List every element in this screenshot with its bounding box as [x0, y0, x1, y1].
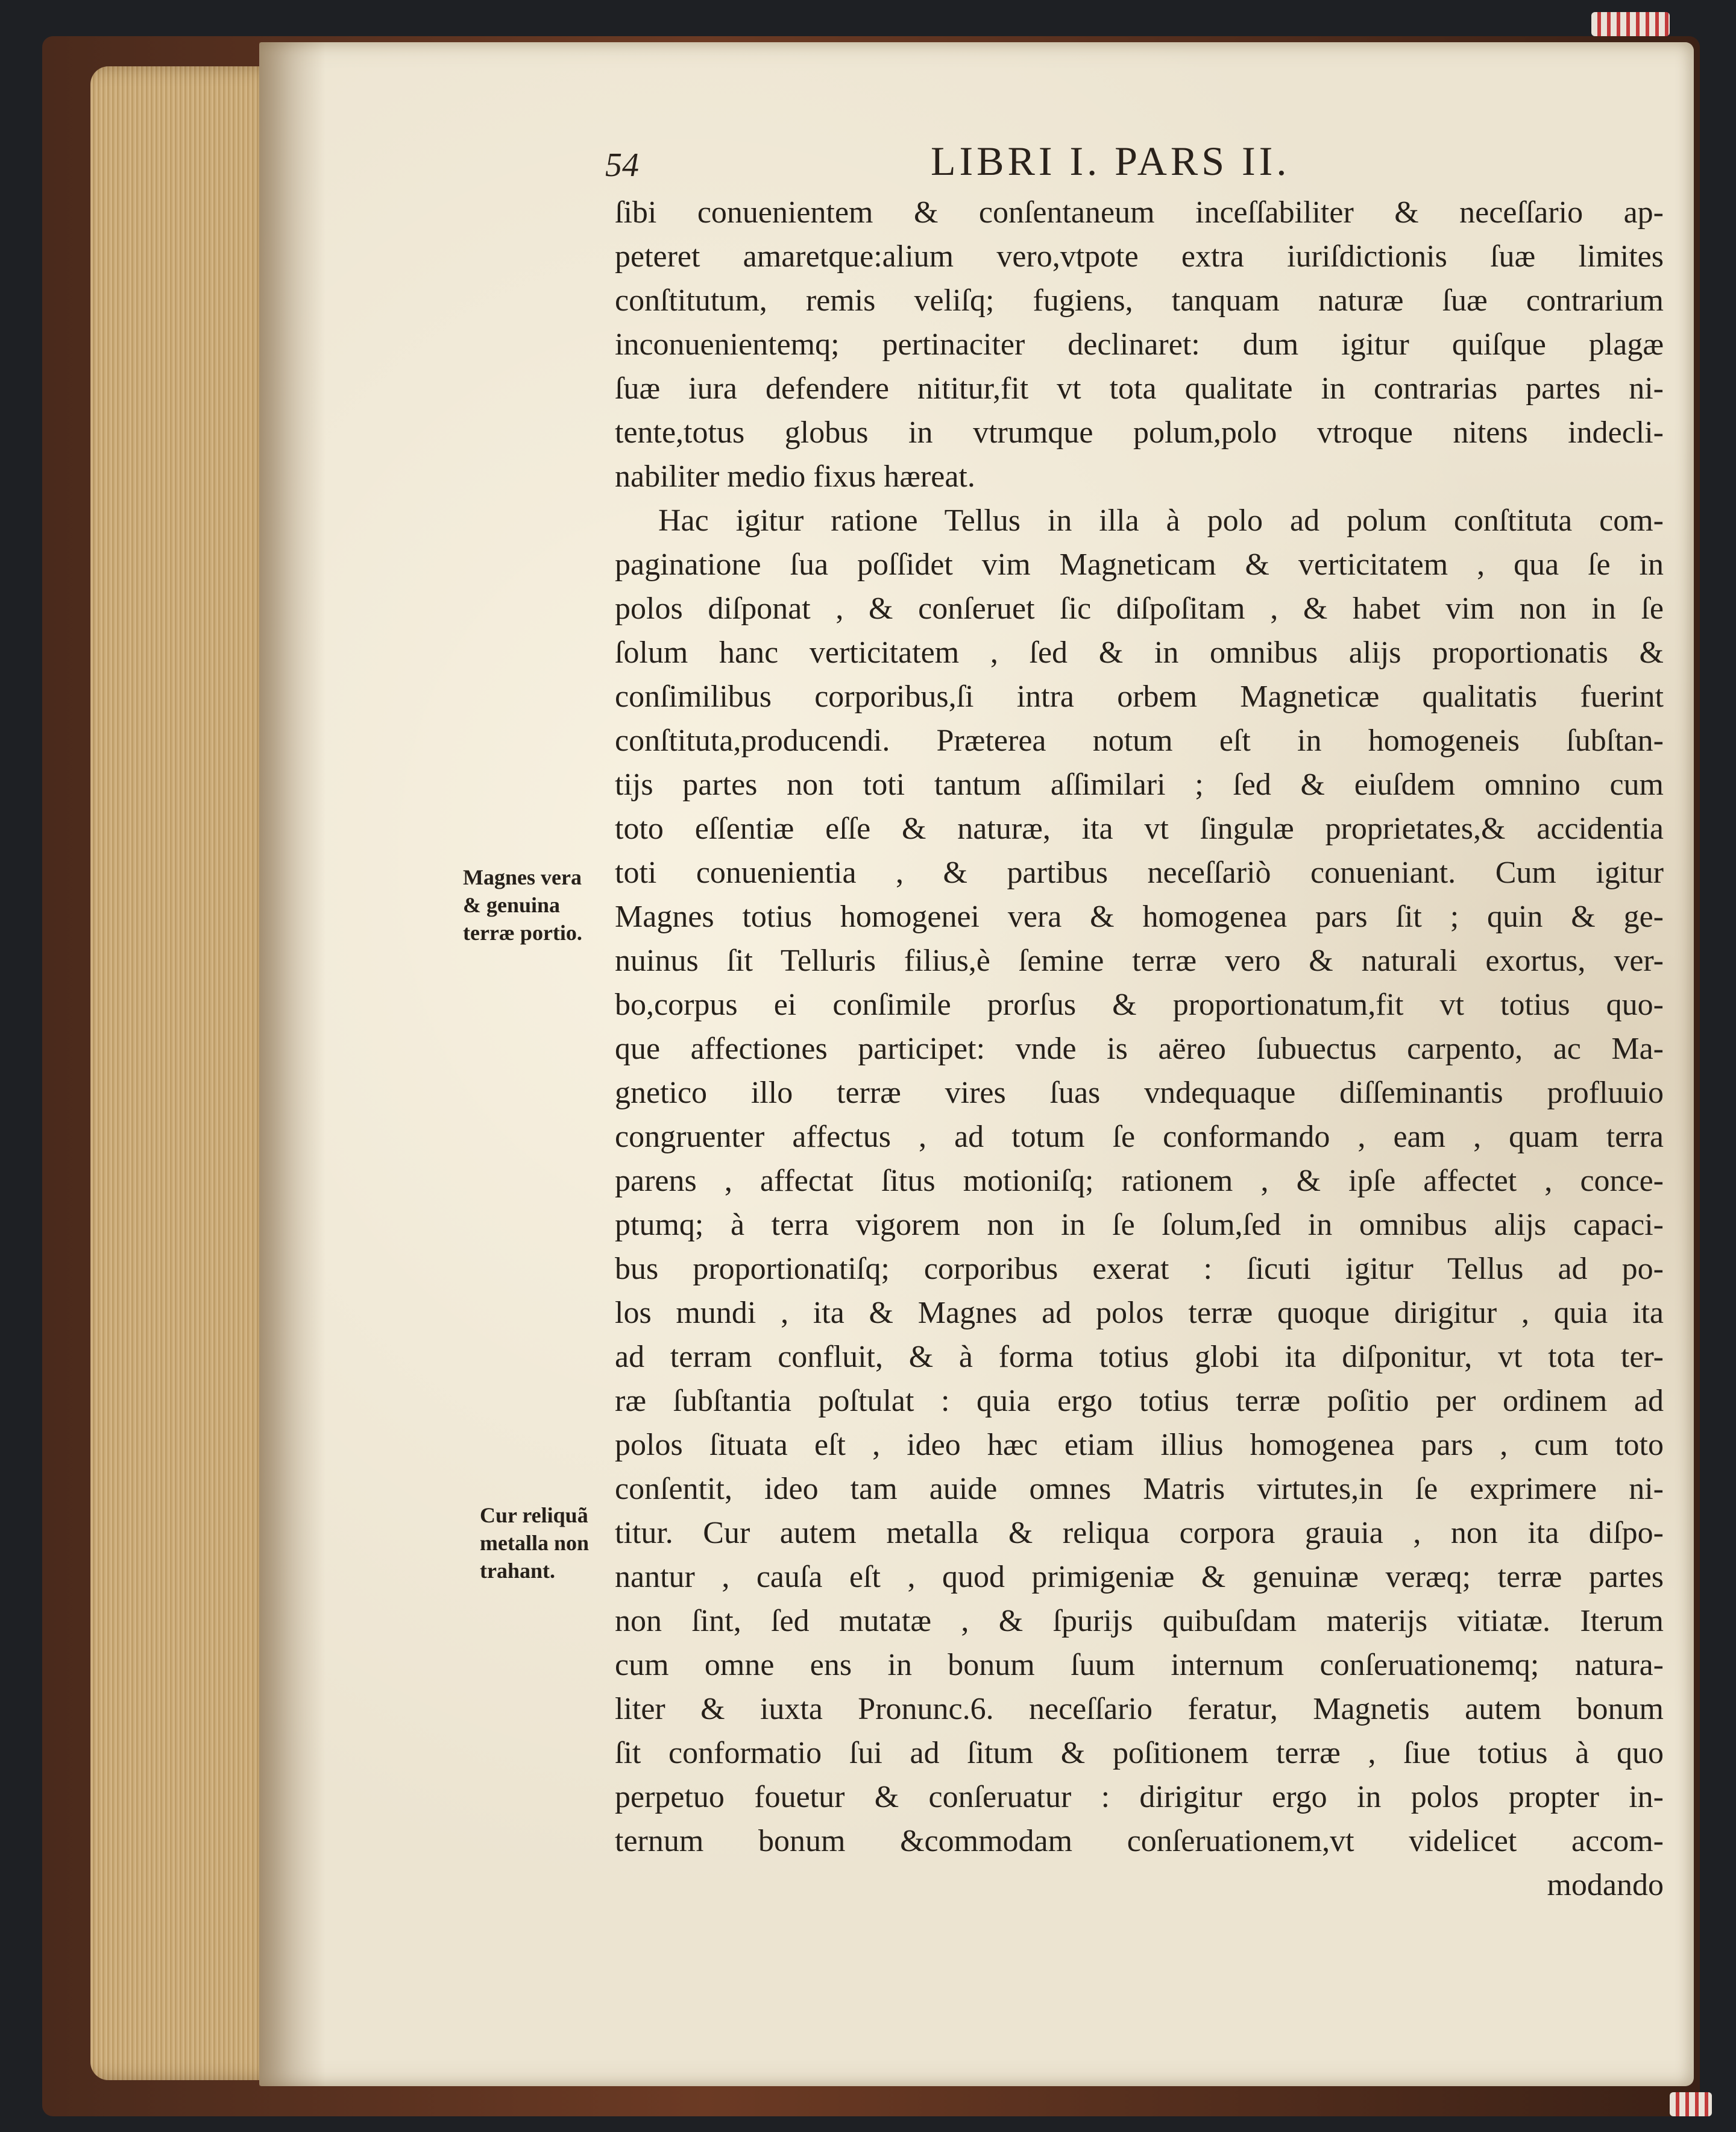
gutter-shadow — [259, 42, 326, 2086]
text-line: ternum bonum &commodam conſeruationem,vt videlicet accom- — [615, 1824, 1664, 1858]
margin-note-magnes — [463, 863, 582, 947]
text-line: conſentit, ideo tam auide omnes Matris virtutes,in ſe exprimere ni- — [615, 1472, 1664, 1506]
margin-note-line: & genuina — [463, 893, 561, 917]
bookmark-ribbon-bottom — [1670, 2092, 1712, 2116]
margin-note-line: trahant. — [480, 1559, 555, 1583]
text-line: toti conuenientia , & partibus neceſſariò conueniant. Cum igitur — [615, 856, 1664, 890]
text-line: gnetico illo terræ vires ſuas vndequaque diſſeminantis profluuio — [615, 1076, 1664, 1110]
margin-note-line: metalla non — [480, 1531, 590, 1555]
text-line: polos ſituata eſt , ideo hæc etiam illius homogenea pars , cum toto — [615, 1428, 1664, 1462]
text-line: nabiliter medio fixus hæreat. — [615, 459, 975, 494]
text-line: toto eſſentiæ eſſe & naturæ, ita vt ſingulæ proprietates,& accidentia — [615, 812, 1664, 846]
bookmark-ribbon-top — [1591, 12, 1670, 36]
text-line: liter & iuxta Pronunc.6. neceſſario feratur, Magnetis autem bonum — [615, 1692, 1664, 1726]
text-line: tijs partes non toti tantum aſſimilari ; ſed & eiuſdem omnino cum — [615, 768, 1664, 802]
text-line: polos diſponat , & conſeruet ſic diſpoſitam , & habet vim non in ſe — [615, 591, 1664, 626]
text-line: los mundi , ita & Magnes ad polos terræ quoque dirigitur , quia ita — [615, 1296, 1664, 1330]
text-line: peteret amaretque:alium vero,vtpote extra iuriſdictionis ſuæ limites — [615, 239, 1664, 274]
text-line: cum omne ens in bonum ſuum internum conſeruationemq; natura- — [615, 1648, 1664, 1682]
body-text — [615, 191, 1664, 1907]
text-line: que affectiones participet: vnde is aëreo ſubuectus carpento, ac Ma- — [615, 1032, 1664, 1066]
text-line: bo,corpus ei conſimile prorſus & proportionatum,fit vt totius quo- — [615, 988, 1664, 1022]
text-line: ſolum hanc verticitatem , ſed & in omnibus alijs proportionatis & — [615, 636, 1664, 670]
text-line: tente,totus globus in vtrumque polum,polo vtroque nitens indecli- — [615, 415, 1664, 450]
page-edges — [90, 66, 283, 2080]
text-line: conſtitutum, remis veliſq; fugiens, tanquam naturæ ſuæ contrarium — [615, 283, 1664, 318]
margin-note-line: Magnes vera — [463, 865, 582, 889]
text-line: nuinus ſit Telluris filius,è ſemine terræ vero & naturali exortus, ver- — [615, 944, 1664, 978]
text-line: ſuæ iura defendere nititur,fit vt tota qualitate in contrarias partes ni- — [615, 371, 1664, 406]
text-line: ad terram confluit, & à forma totius globi ita diſponitur, vt tota ter- — [615, 1340, 1664, 1374]
text-line: ræ ſubſtantia poſtulat : quia ergo totius terræ poſitio per ordinem ad — [615, 1384, 1664, 1418]
margin-note-line: Cur reliquã — [480, 1503, 588, 1527]
text-line: paginatione ſua poſſidet vim Magneticam & verticitatem , qua ſe in — [615, 547, 1664, 582]
text-line: perpetuo fouetur & conſeruatur : dirigitur ergo in polos propter in- — [615, 1780, 1664, 1814]
running-head: LIBRI I. PARS II. — [931, 138, 1291, 184]
text-line: ſibi conuenientem & conſentaneum inceſſabiliter & neceſſario ap- — [615, 195, 1664, 230]
text-line: modando — [1547, 1868, 1664, 1902]
text-line: Magnes totius homogenei vera & homogenea pars ſit ; quin & ge- — [615, 900, 1664, 934]
text-line: ſit conformatio ſui ad ſitum & poſitionem terræ , ſiue totius à quo — [615, 1736, 1664, 1770]
text-line: titur. Cur autem metalla & reliqua corpora grauia , non ita diſpo- — [615, 1516, 1664, 1550]
page-number: 54 — [605, 147, 639, 184]
text-line: Hac igitur ratione Tellus in illa à polo ad polum conſtituta com- — [658, 503, 1664, 538]
text-line: inconuenientemq; pertinaciter declinaret: dum igitur quiſque plagæ — [615, 327, 1664, 362]
text-line: parens , affectat ſitus motioniſq; rationem , & ipſe affectet , conce- — [615, 1164, 1664, 1198]
margin-note-metalla — [480, 1501, 589, 1585]
text-line: conſtituta,producendi. Præterea notum eſt in homogeneis ſubſtan- — [615, 724, 1664, 758]
text-line: bus proportionatiſq; corporibus exerat : ſicuti igitur Tellus ad po- — [615, 1252, 1664, 1286]
text-line: non ſint, ſed mutatæ , & ſpurijs quibuſdam materijs vitiatæ. Iterum — [615, 1604, 1664, 1638]
text-line: congruenter affectus , ad totum ſe conformando , eam , quam terra — [615, 1120, 1664, 1154]
text-line: nantur , cauſa eſt , quod primigeniæ & genuinæ veræq; terræ partes — [615, 1560, 1664, 1594]
margin-note-line: terræ portio. — [463, 921, 582, 945]
text-line: ptumq; à terra vigorem non in ſe ſolum,ſed in omnibus alijs capaci- — [615, 1208, 1664, 1242]
page-header — [605, 137, 1654, 186]
text-line: conſimilibus corporibus,ſi intra orbem Magneticæ qualitatis fuerint — [615, 680, 1664, 714]
